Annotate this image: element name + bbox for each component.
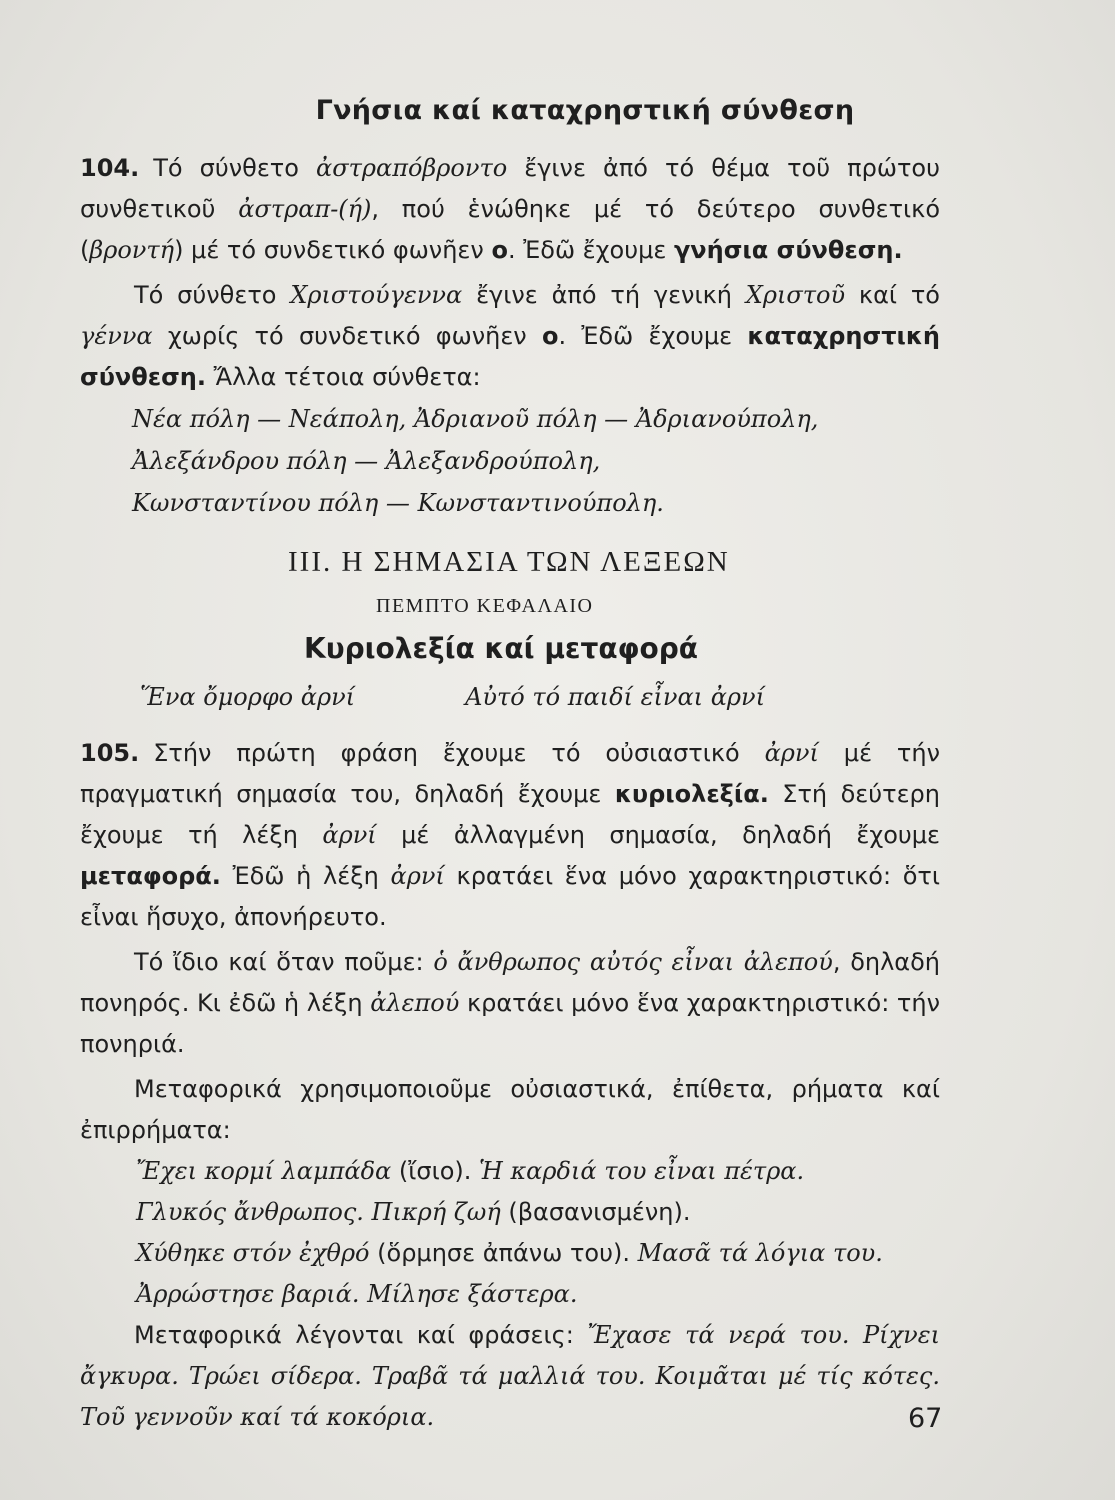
page-number: 67 bbox=[908, 1403, 943, 1434]
example-line: Ἀρρώστησε βαριά. Μίλησε ξάστερα. bbox=[136, 1280, 578, 1308]
term-catachrestic-synthesis: καταχρηστική σύνθεση. bbox=[80, 322, 940, 391]
term-genuine-synthesis: γνήσια σύνθεση. bbox=[673, 236, 903, 264]
paragraph-usage: Μεταφορικά χρησιμοποιοῦμε οὐσιαστικά, ἐπίθετα, ρήματα καί ἐπιρρήματα: bbox=[80, 1075, 940, 1144]
paragraph-fox: Τό ἴδιο καί ὅταν ποῦμε: ὁ ἄνθρωπος αὐτός εἶναι ἀλεπού, δηλαδή πονηρός. Κι ἐδῶ ἡ λέξη ἀλεπού κρατάει μόνο ἕνα χαρακτηριστικό: τήν πονηριά. bbox=[80, 948, 941, 1058]
example-line: Κωνσταντίνου πόλη — Κωνσταντινούπολη. bbox=[132, 489, 664, 517]
section-title-synthesis: Γνήσια καί καταχρηστική σύνθεση bbox=[315, 95, 855, 126]
paragraph-number: 105. bbox=[80, 739, 140, 767]
page-content bbox=[80, 95, 943, 1438]
example-line: Νέα πόλη — Νεάπολη, Ἀδριανοῦ πόλη — Ἀδριανούπολη, bbox=[132, 405, 819, 433]
paragraph-105: 105. Στήν πρώτη φράση ἔχουμε τό οὐσιαστικό ἀρνί μέ τήν πραγματική σημασία του, δηλαδή ἔχουμε κυριολεξία. Στή δεύτερη ἔχουμε τή λέξη ἀρνί μέ ἀλλαγμένη σημασία, δηλαδή ἔχουμε μεταφορά. Ἐδῶ ἡ λέξη ἀρνί κρατάει ἕνα μόνο χαρακτηριστικό: ὅτι εἶναι ἥσυχο, ἀπονήρευτο. bbox=[80, 739, 941, 931]
metaphor-examples bbox=[80, 1151, 940, 1315]
chapter-heading: ΠΕΜΠΤΟ ΚΕΦΑΛΑΙΟ bbox=[376, 595, 594, 617]
epigraph bbox=[140, 683, 940, 711]
example-line: Γλυκός ἄνθρωπος. Πικρή ζωή (βασανισμένη). bbox=[136, 1198, 691, 1226]
paragraph-phrases: Μεταφορικά λέγονται καί φράσεις: Ἔχασε τά νερά του. Ρίχνει ἄγκυρα. Τρώει σίδερα. Τραβᾶ τά μαλλιά του. Κοιμᾶται μέ τίς κότες. Τοῦ γεννοῦν καί τά κοκόρια. bbox=[80, 1321, 940, 1431]
term-metaphor: μεταφορά. bbox=[80, 862, 221, 890]
compound-examples bbox=[132, 398, 940, 524]
example-line: Ἔχει κορμί λαμπάδα (ἴσιο). Ἡ καρδιά του εἶναι πέτρα. bbox=[136, 1157, 805, 1185]
paragraph-christougenna: Τό σύνθετο Χριστούγεννα ἔγινε ἀπό τή γενική Χριστοῦ καί τό γέννα χωρίς τό συνδετικό φωνῆεν ο. Ἐδῶ ἔχουμε καταχρηστική σύνθεση. Ἄλλα τέτοια σύνθετα: bbox=[80, 281, 940, 391]
paragraph-104: 104. Τό σύνθετο ἀστραπόβροντο ἔγινε ἀπό τό θέμα τοῦ πρώτου συνθετικοῦ ἀστραπ-(ή), πού ἑνώθηκε μέ τό δεύτερο συνθετικό (βροντή) μέ τό συνδετικό φωνῆεν ο. Ἐδῶ ἔχουμε γνήσια σύνθεση. bbox=[80, 154, 941, 264]
section-title-metaphor: Κυριολεξία καί μεταφορά bbox=[304, 632, 699, 665]
epigraph-right: Αὐτό τό παιδί εἶναι ἀρνί bbox=[465, 683, 766, 711]
example-line: Χύθηκε στόν ἐχθρό (ὅρμησε ἀπάνω του). Μασᾶ τά λόγια του. bbox=[136, 1239, 883, 1267]
paragraph-number: 104. bbox=[80, 154, 140, 182]
term-literal: κυριολεξία. bbox=[614, 780, 769, 808]
example-line: Ἀλεξάνδρου πόλη — Ἀλεξανδρούπολη, bbox=[132, 447, 601, 475]
part-heading: ΙΙΙ. Η ΣΗΜΑΣΙΑ ΤΩΝ ΛΕΞΕΩΝ bbox=[288, 546, 730, 578]
epigraph-left: Ἕνα ὄμορφο ἀρνί bbox=[140, 683, 356, 711]
